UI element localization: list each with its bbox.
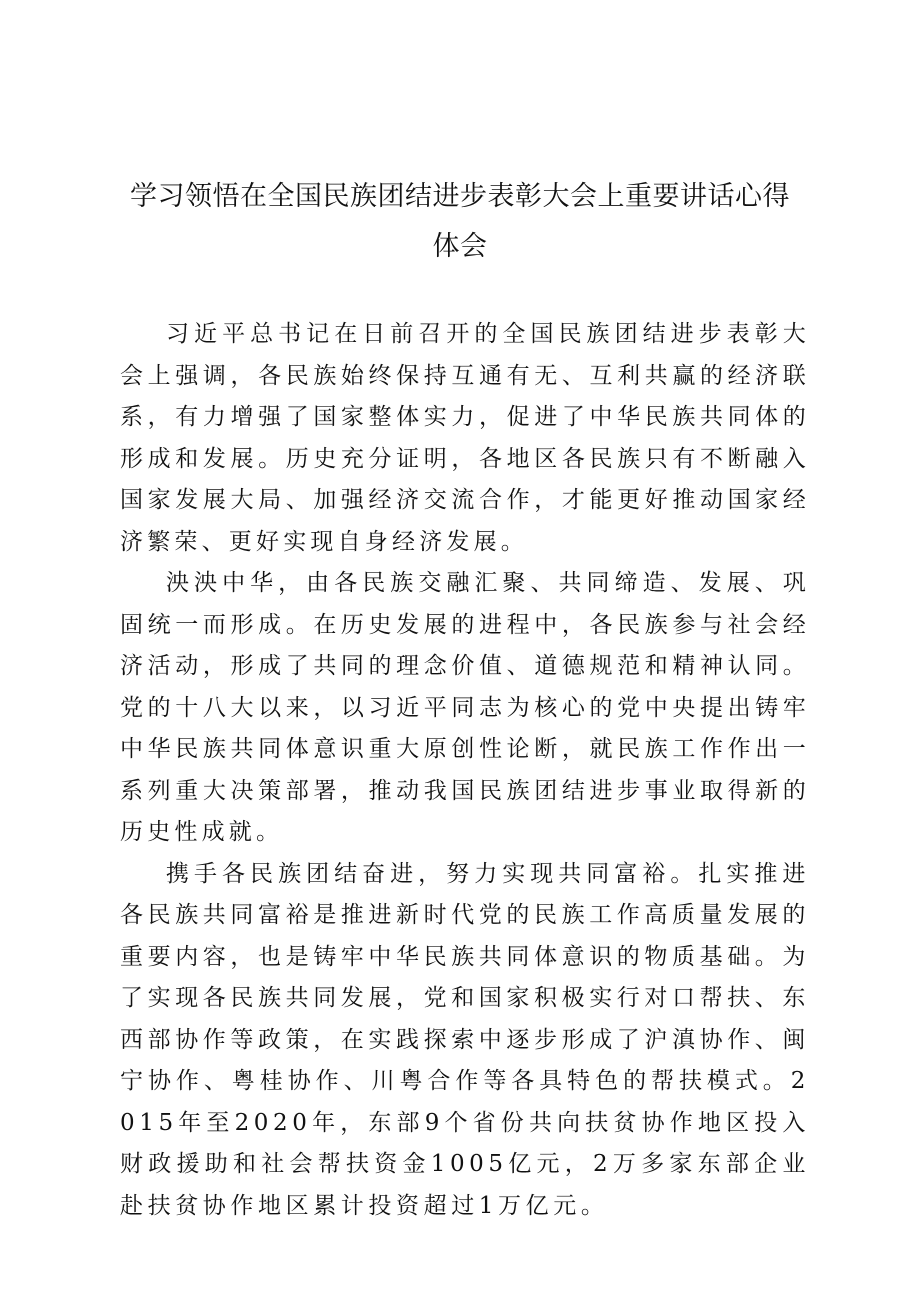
title-line-1: 学习领悟在全国民族团结进步表彰大会上重要讲话心得 xyxy=(130,181,790,212)
paragraph-2: 泱泱中华，由各民族交融汇聚、共同缔造、发展、巩固统一而形成。在历史发展的进程中，各民族参与社会经济活动，形成了共同的理念价值、道德规范和精神认同。党的十八大以来，以习近平同志为核心的党中央提出铸牢中华民族共同体意识重大原创性论断，就民族工作作出一系列重大决策部署，推动我国民族团结进步事业取得新的历史性成就。 xyxy=(120,570,810,845)
paragraph-3: 携手各民族团结奋进，努力实现共同富裕。扎实推进各民族共同富裕是推进新时代党的民族工作高质量发展的重要内容，也是铸牢中华民族共同体意识的物质基础。为了实现各民族共同发展，党和国家积极实行对口帮扶、东西部协作等政策，在实践探索中逐步形成了沪滇协作、闽宁协作、粤桂协作、川粤合作等各具特色的帮扶模式。2015年至2020年，东部9个省份共向扶贫协作地区投入财政援助和社会帮扶资金1005亿元，2万多家东部企业赴扶贫协作地区累计投资超过1万亿元。 xyxy=(120,860,810,1219)
paragraph-1: 习近平总书记在日前召开的全国民族团结进步表彰大会上强调，各民族始终保持互通有无、互利共赢的经济联系，有力增强了国家整体实力，促进了中华民族共同体的形成和发展。历史充分证明，各地区各民族只有不断融入国家发展大局、加强经济交流合作，才能更好推动国家经济繁荣、更好实现自身经济发展。 xyxy=(120,321,810,555)
document-title xyxy=(120,172,800,272)
document-body xyxy=(120,314,810,1227)
title-line-2: 体会 xyxy=(432,231,488,262)
